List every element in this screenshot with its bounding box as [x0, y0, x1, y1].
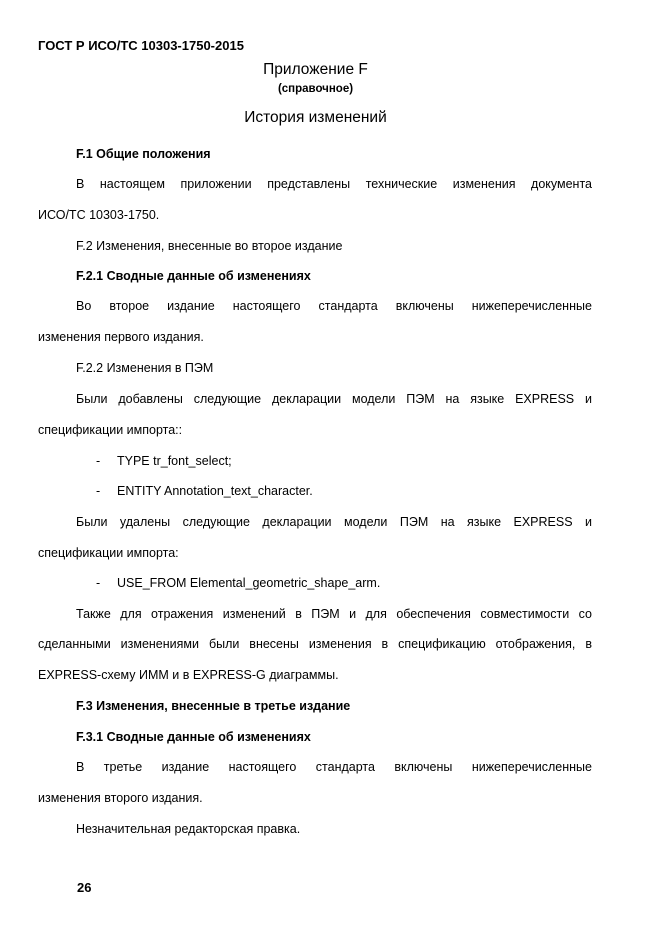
word: ПЭМ [406, 392, 435, 406]
word: следующие [193, 392, 262, 406]
word: изменения [452, 177, 516, 191]
word: языке [470, 392, 505, 406]
word: настоящего [232, 299, 301, 313]
document-code: ГОСТ Р ИСО/ТС 10303-1750-2015 [38, 38, 244, 53]
word: отображения, [495, 637, 576, 651]
word: нижеперечисленные [471, 299, 592, 313]
word: декларации [271, 392, 342, 406]
word: обеспечения [396, 607, 471, 621]
word: в [381, 637, 389, 651]
word: изменениями [120, 637, 199, 651]
added-item-1: TYPE tr_font_select; [117, 454, 232, 468]
word: на [445, 392, 460, 406]
word: стандарта [315, 760, 375, 774]
section-heading-f21: F.2.1 Сводные данные об изменениях [76, 269, 311, 283]
word: были [208, 637, 240, 651]
word: В [76, 177, 85, 191]
section-heading-f22: F.2.2 Изменения в ПЭМ [76, 361, 214, 375]
list-dash: - [96, 484, 101, 498]
word: настоящего [228, 760, 297, 774]
word: удалены [119, 515, 171, 529]
f22-also-line-2 [38, 636, 592, 652]
f21-paragraph-line-2: изменения первого издания. [38, 330, 204, 344]
section-heading-f2: F.2 Изменения, внесенные во второе издание [76, 239, 343, 253]
word: включены [394, 760, 453, 774]
word: ПЭМ [399, 515, 429, 529]
word: спецификацию [398, 637, 486, 651]
word: издание [161, 760, 210, 774]
appendix-title: Приложение F [263, 61, 368, 78]
word: в [585, 637, 592, 651]
list-dash: - [96, 576, 101, 590]
word: Были [76, 515, 108, 529]
word: стандарта [318, 299, 378, 313]
f31-paragraph-line-2: изменения второго издания. [38, 791, 203, 805]
section-heading-f3: F.3 Изменения, внесенные в третье издание [76, 699, 351, 713]
f21-paragraph-line-1 [76, 298, 592, 314]
list-dash: - [96, 454, 101, 468]
word: для [120, 607, 142, 621]
word: модели [351, 392, 396, 406]
word: для [365, 607, 387, 621]
f22-added-intro-line-2: спецификации импорта:: [38, 423, 183, 437]
section-heading-f1: F.1 Общие положения [76, 147, 211, 161]
word: сделанными [38, 637, 111, 651]
f1-paragraph-line-1 [76, 176, 592, 192]
word: декларации [262, 515, 332, 529]
word: следующие [182, 515, 250, 529]
word: документа [531, 177, 592, 191]
word: изменений [222, 607, 286, 621]
word: EXPRESS [515, 392, 575, 406]
word: языке [467, 515, 502, 529]
f22-added-intro-line-1 [76, 391, 592, 407]
word: модели [344, 515, 388, 529]
history-heading: История изменений [244, 109, 387, 126]
word: и [585, 515, 592, 529]
word: совместимости [480, 607, 570, 621]
word: приложении [180, 177, 252, 191]
word: EXPRESS [513, 515, 573, 529]
word: добавлены [118, 392, 183, 406]
word: и [349, 607, 357, 621]
appendix-subtitle: (справочное) [277, 83, 354, 95]
added-item-2: ENTITY Annotation_text_character. [117, 484, 313, 498]
f22-removed-intro-line-2: спецификации импорта: [38, 546, 179, 560]
section-heading-f31: F.3.1 Сводные данные об изменениях [76, 730, 311, 744]
f22-also-line-1 [76, 606, 592, 622]
word: в [295, 607, 302, 621]
word: третье [103, 760, 143, 774]
word: отражения [151, 607, 214, 621]
word: Во [76, 299, 92, 313]
word: на [440, 515, 455, 529]
word: изменения [308, 637, 372, 651]
f1-paragraph-line-2: ИСО/ТС 10303-1750. [38, 208, 160, 222]
word: второе [109, 299, 150, 313]
word: Были [76, 392, 108, 406]
page-number: 26 [77, 880, 92, 895]
f22-also-line-3: EXPRESS-схему ИММ и в EXPRESS-G диаграммы. [38, 668, 339, 682]
word: В [76, 760, 85, 774]
word: настоящем [99, 177, 165, 191]
word: представлены [267, 177, 351, 191]
word: и [585, 392, 592, 406]
word: ПЭМ [311, 607, 340, 621]
word: внесены [249, 637, 299, 651]
removed-item-1: USE_FROM Elemental_geometric_shape_arm. [117, 576, 381, 590]
word: включены [395, 299, 454, 313]
f22-removed-intro-line-1 [76, 514, 592, 530]
word: со [578, 607, 592, 621]
f31-paragraph-line-1 [76, 759, 592, 775]
word: Также [76, 607, 111, 621]
word: издание [167, 299, 215, 313]
f31-note: Незначительная редакторская правка. [76, 822, 301, 836]
word: технические [365, 177, 438, 191]
word: нижеперечисленные [471, 760, 592, 774]
